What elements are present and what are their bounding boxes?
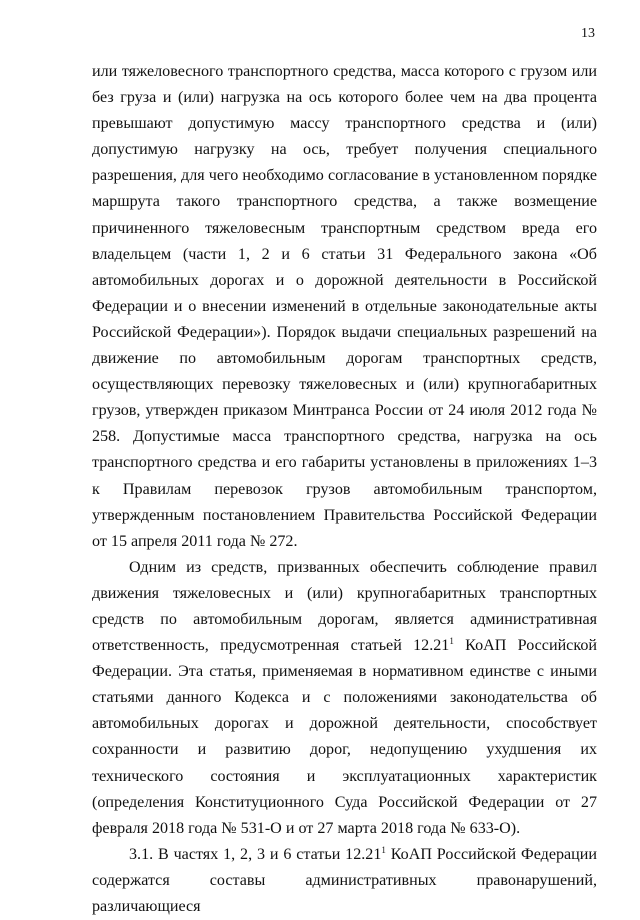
paragraph-continuation: или тяжеловесного транспортного средства, масса которого с грузом или без груза и (или) нагрузка на ось которого более чем на два процента превышают допустимую массу транспортного средства и (или) допустимую нагрузку на ось, требует получения специального разрешения, для чего необходимо согласование в установленном порядке маршрута такого транспортного средства, а также возмещение причиненного тяжеловесным транспортным средством вреда его владельцем (части 1, 2 и 6 статьи 31 Федерального закона «Об автомобильных дорогах и о дорожной деятельности в Российской Федерации и о внесении изменений в отдельные законодательные акты Российской Федерации»). Порядок выдачи специальных разрешений на движение по автомобильным дорогам транспортных средств, осуществляющих перевозку тяжеловесных и (или) крупногабаритных грузов, утвержден приказом Минтранса России от 24 июля 2012 года № 258. Допустимые масса транспортного средства, нагрузка на ось транспортного средства и его габариты установлены в приложениях 1–3 к Правилам перевозок грузов автомобильным транспортом, утвержденным постановлением Правительства Российской Федерации от 15 апреля 2011 года № 272. xyxy=(92,63,597,550)
paragraph-administrative-responsibility xyxy=(92,555,597,842)
document-body xyxy=(92,59,597,920)
paragraph-text: Одним из средств, призванных обеспечить соблюдение правил движения тяжеловесных и (или) крупногабаритных транспортных средств по автомобильным дорогам, является административная ответственность, предусмотренная статьей 12.21 xyxy=(92,558,597,655)
superscript-index: 1 xyxy=(449,636,454,647)
paragraph-text: 3.1. В частях 1, 2, 3 и 6 статьи 12.21 xyxy=(129,845,382,863)
superscript-index: 1 xyxy=(381,844,386,855)
page-number: 13 xyxy=(581,26,595,41)
paragraph-text: КоАП Российской Федерации. Эта статья, применяемая в нормативном единстве с иными статьями данного Кодекса и с положениями законодательства об автомобильных дорогах и дорожной деятельности, способствует сохранности и развитию дорог, недопущению ухудшения их технического состояния и эксплуатационных характеристик (определения Конституционного Суда Российской Федерации от 27 февраля 2018 года № 531-О и от 27 марта 2018 года № 633-О). xyxy=(92,637,597,837)
paragraph-text: КоАП Российской Федерации содержатся составы административных правонарушений, различающиеся xyxy=(92,845,597,915)
paragraph-section-3-1 xyxy=(92,842,597,920)
